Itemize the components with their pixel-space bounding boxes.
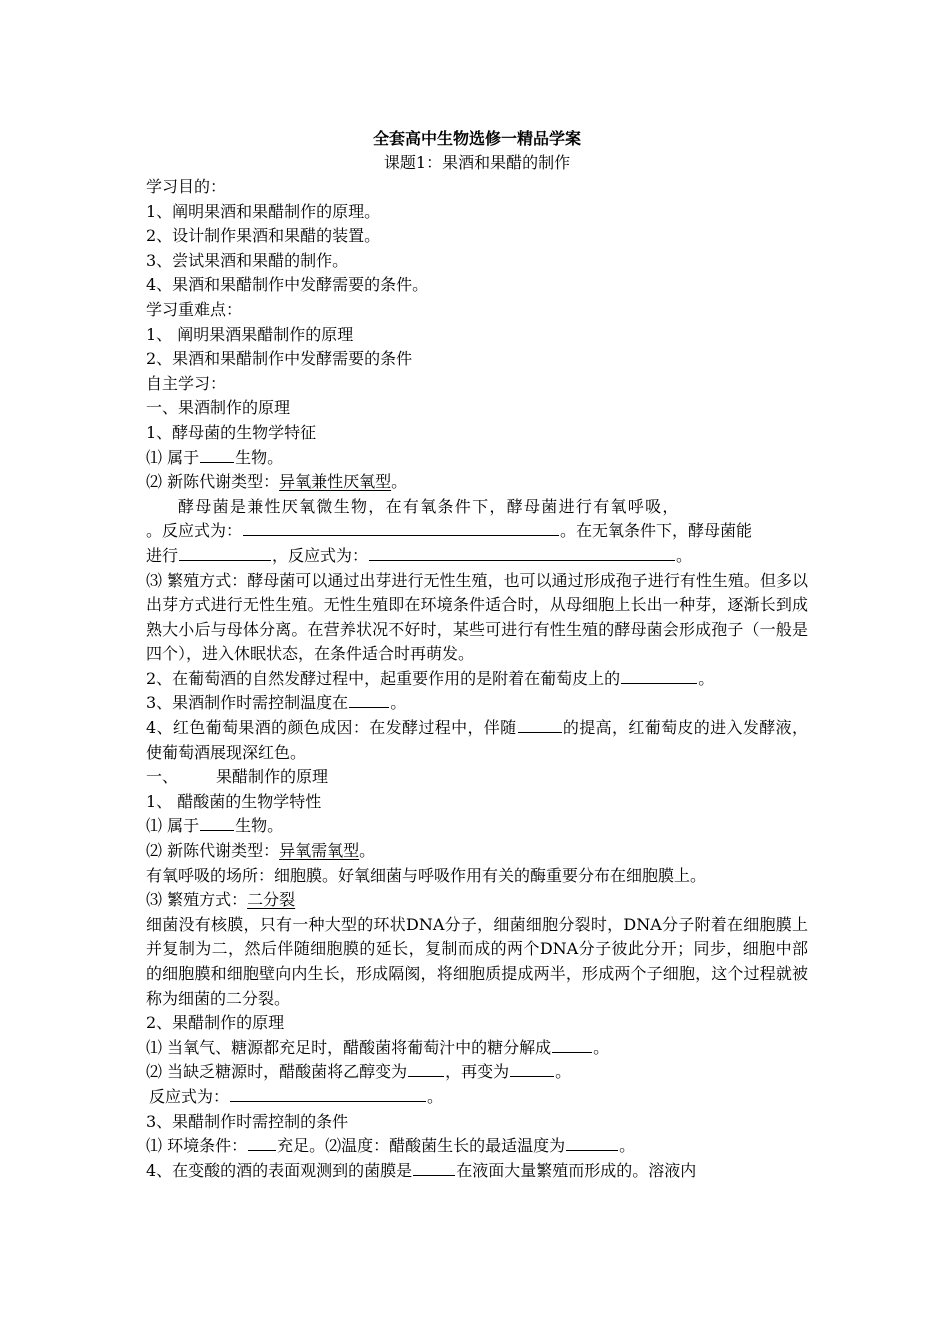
yeast-aerobic-line: 酵母菌是兼性厌氧微生物，在有氧条件下，酵母菌进行有氧呼吸，: [178, 496, 680, 516]
yeast-reaction-line: [146, 519, 808, 544]
acetobacter-metabolism-line: [146, 839, 808, 864]
fill-blank[interactable]: [349, 691, 389, 708]
text: 生物。: [235, 816, 284, 836]
fill-blank[interactable]: [200, 814, 234, 831]
reproduction-answer: 二分裂: [247, 890, 296, 910]
fill-blank[interactable]: [621, 667, 697, 684]
fill-blank[interactable]: [552, 1036, 592, 1053]
section-heading-wine: 一、果酒制作的原理: [146, 398, 291, 418]
vinegar-conditions-heading: 3、果醋制作时需控制的条件: [146, 1111, 349, 1131]
self-study-heading: 自主学习：: [146, 373, 227, 393]
key-point-item: 1、 阐明果酒果醋制作的原理: [146, 324, 354, 344]
vinegar-conditions-line: [146, 1134, 808, 1159]
acetobacter-reproduction-line: [146, 888, 808, 913]
key-point-item: 2、果酒和果醋制作中发酵需要的条件: [146, 349, 413, 369]
section-heading-vinegar: [146, 765, 808, 790]
text: 的提高，红葡萄皮的进入发酵液，使葡萄酒展现深红色。: [146, 718, 808, 762]
text: ⑴ 属于: [146, 447, 200, 467]
binary-fission-paragraph: 细菌没有核膜，只有一种大型的环状DNA分子，细菌细胞分裂时，DNA分子附着在细胞膜上并复制为二，然后伴随细胞膜的延长，复制而成的两个DNA分子彼此分开；同步，细胞中部的细胞膜和细胞壁向内生长，形成隔阂，将细胞质提成两半，形成两个子细胞，这个过程就被称为细菌的二分裂。: [146, 914, 808, 1008]
fill-blank[interactable]: [248, 1134, 276, 1151]
vinegar-principle-heading: 2、果醋制作的原理: [146, 1013, 285, 1033]
text: 。: [619, 1136, 636, 1156]
text: ⑵ 新陈代谢类型：: [146, 841, 280, 861]
text: ⑴ 属于: [146, 816, 200, 836]
text: ⑴ 环境条件：: [146, 1136, 248, 1156]
text: ，反应式为：: [272, 545, 369, 565]
fill-blank[interactable]: [510, 1060, 554, 1077]
metabolism-answer: 异氧兼性厌氧型: [279, 472, 392, 492]
objective-item: 1、阐明果酒和果醋制作的原理。: [146, 201, 381, 221]
wine-item-2: [146, 667, 808, 692]
acetobacter-characteristics-heading: 1、 醋酸菌的生物学特性: [146, 791, 322, 811]
fill-blank[interactable]: [179, 544, 271, 561]
yeast-belongs-line: [146, 446, 808, 471]
yeast-characteristics-heading: 1、酵母菌的生物学特征: [146, 422, 317, 442]
fill-blank[interactable]: [200, 446, 234, 463]
text: 4、红色葡萄果酒的颜色成因：在发酵过程中，伴随: [146, 718, 517, 738]
acetobacter-belongs-line: [146, 814, 808, 839]
text: ⑵ 当缺乏糖源时，醋酸菌将乙醇变为: [146, 1062, 408, 1082]
text: 。在无氧条件下，酵母菌能: [560, 521, 753, 541]
yeast-metabolism-line: [146, 470, 808, 495]
text: 反应式为：: [149, 1086, 230, 1106]
vinegar-principle-1: [146, 1036, 808, 1061]
yeast-reproduction-paragraph: ⑶ 繁殖方式：酵母菌可以通过出芽进行无性生殖，也可以通过形成孢子进行有性生殖。但多以出芽方式进行无性生殖。无性生殖即在环境条件适合时，从母细胞上长出一种芽，逐渐长到成熟大小后与母体分离。在营养状况不好时，某些可进行有性生殖的酵母菌会形成孢子（一般是四个），进入休眠状态，在条件适合时再萌发。: [146, 570, 808, 664]
text: 。: [391, 472, 408, 492]
text: 。: [698, 668, 715, 688]
document-page: [146, 127, 808, 1183]
text: 生物。: [235, 447, 284, 467]
document-title: 全套高中生物选修一精品学案: [372, 129, 581, 148]
vinegar-reaction-line: [146, 1085, 808, 1110]
text: ⑴ 当氧气、糖源都充足时，醋酸菌将葡萄汁中的糖分解成: [146, 1037, 552, 1057]
text: 。: [555, 1062, 572, 1082]
fill-blank[interactable]: [408, 1060, 444, 1077]
metabolism-answer: 异氧需氧型: [279, 841, 360, 861]
fill-blank[interactable]: [518, 716, 562, 733]
text: 。: [427, 1086, 444, 1106]
text: 进行: [146, 545, 179, 565]
text: ⑵ 新陈代谢类型：: [146, 472, 280, 492]
text: ⑶ 繁殖方式：: [146, 890, 248, 910]
text: 。: [593, 1037, 610, 1057]
text: 。: [390, 693, 407, 713]
fill-blank[interactable]: [369, 544, 675, 561]
text: 一、: [146, 767, 179, 787]
text: 4、在变酸的酒的表面观测到的菌膜是: [146, 1160, 413, 1180]
vinegar-item-4: [146, 1159, 808, 1184]
fill-blank[interactable]: [243, 519, 559, 536]
text: ，再变为: [445, 1062, 510, 1082]
text: 。: [676, 545, 693, 565]
fill-blank[interactable]: [566, 1134, 618, 1151]
text: 2、在葡萄酒的自然发酵过程中，起重要作用的是附着在葡萄皮上的: [146, 668, 621, 688]
text: 在液面大量繁殖而形成的。溶液内: [456, 1160, 697, 1180]
wine-item-3: [146, 691, 808, 716]
text: 充足。⑵温度：醋酸菌生长的最适温度为: [277, 1136, 566, 1156]
wine-item-4: [146, 716, 808, 765]
text: 。: [359, 841, 376, 861]
objectives-heading: 学习目的：: [146, 177, 227, 196]
fill-blank[interactable]: [230, 1085, 426, 1102]
fill-blank[interactable]: [413, 1159, 455, 1176]
lesson-subtitle: 课题1：果酒和果醋的制作: [383, 153, 571, 172]
text: 。反应式为：: [146, 521, 243, 541]
vinegar-principle-2: [146, 1060, 808, 1085]
yeast-anaerobic-line: [146, 544, 808, 569]
objective-item: 3、尝试果酒和果醋的制作。: [146, 250, 349, 270]
objective-item: 2、设计制作果酒和果醋的装置。: [146, 226, 381, 246]
objective-item: 4、果酒和果醋制作中发酵需要的条件。: [146, 275, 429, 295]
text: 3、果酒制作时需控制温度在: [146, 693, 349, 713]
key-points-heading: 学习重难点：: [146, 299, 243, 319]
respiration-site-line: 有氧呼吸的场所：细胞膜。好氧细菌与呼吸作用有关的酶重要分布在细胞膜上。: [146, 865, 707, 885]
text: 果醋制作的原理: [216, 767, 329, 787]
